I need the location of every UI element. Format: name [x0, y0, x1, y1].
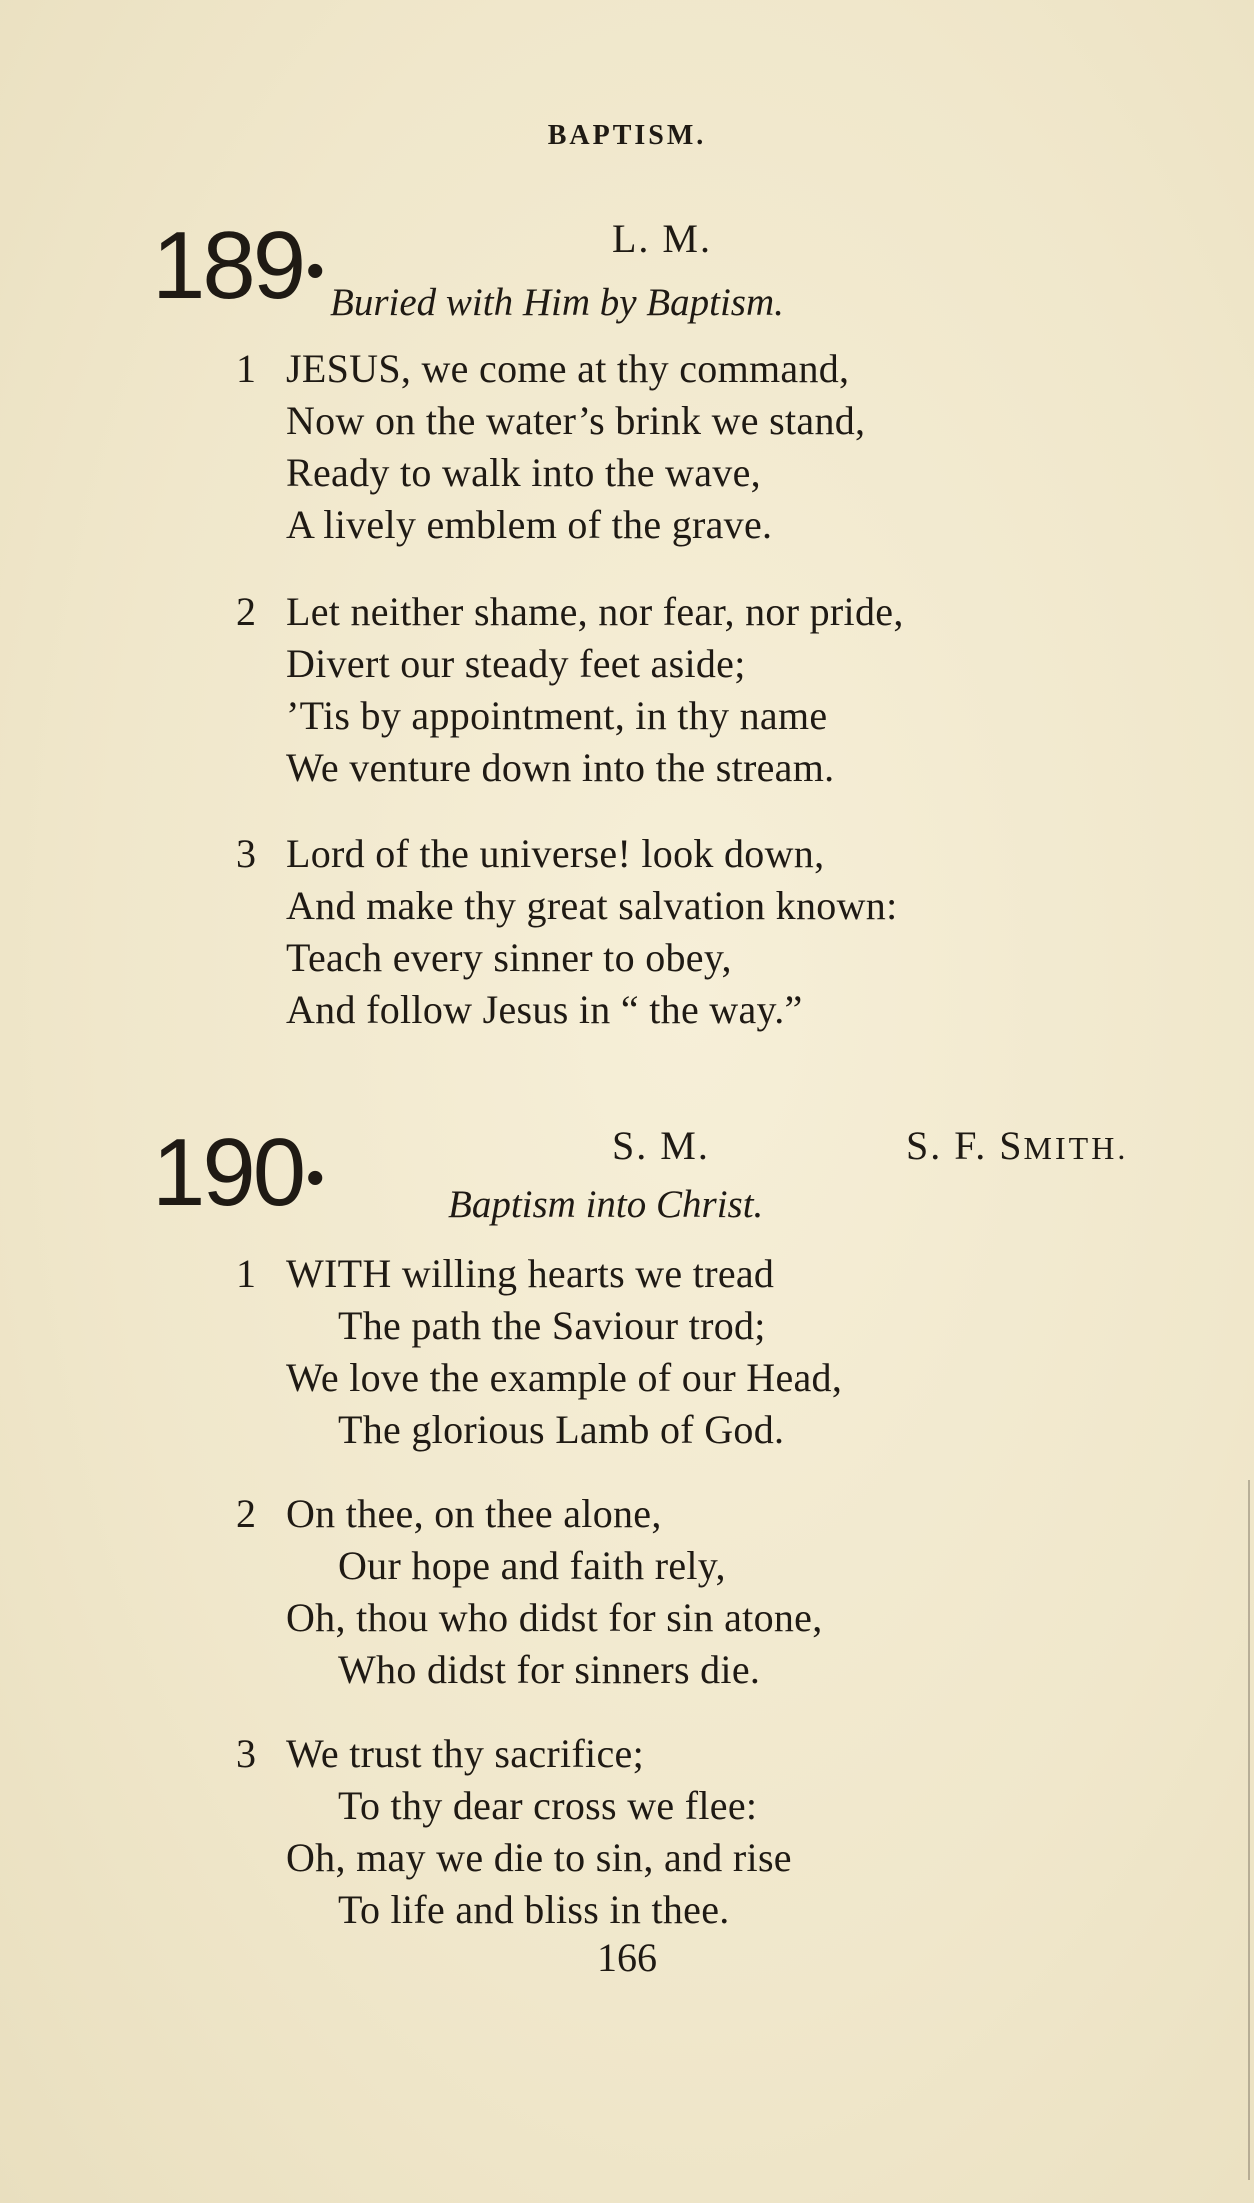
hymn-189-verse-1-line-3: Ready to walk into the wave, — [286, 450, 761, 495]
hymn-190-verse-2-line-2: Our hope and faith rely, — [338, 1543, 726, 1588]
hymn-number-dot: • — [306, 242, 322, 300]
hymn-189-verse-2-line-1: Let neither shame, nor fear, nor pride, — [286, 589, 904, 634]
hymn-190-verse-2-line-3: Oh, thou who didst for sin atone, — [286, 1595, 823, 1640]
author-initials: S. F. S — [906, 1123, 1024, 1168]
hymn-189-verse-3-line-3: Teach every sinner to obey, — [286, 935, 732, 980]
hymn-190-verse-2-number: 2 — [236, 1491, 256, 1536]
hymn-190-number — [152, 1119, 322, 1226]
hymn-190-verse-3-line-1: We trust thy sacrifice; — [286, 1731, 644, 1776]
hymn-190-verse-3-line-3: Oh, may we die to sin, and rise — [286, 1835, 792, 1880]
hymn-189-subtitle: Buried with Him by Baptism. — [330, 281, 784, 324]
hymn-190-verse-1-line-4: The glorious Lamb of God. — [338, 1407, 785, 1452]
hymn-190-meter: S. M. — [612, 1123, 710, 1168]
hymn-189-number — [152, 212, 322, 319]
hymn-190-author — [906, 1122, 1128, 1169]
hymn-189-verse-2-number: 2 — [236, 589, 256, 634]
hymn-189-verse-1-line-1: JESUS, we come at thy command, — [286, 346, 850, 391]
hymn-189-verse-1-line-4: A lively emblem of the grave. — [286, 502, 773, 547]
hymn-number-dot: • — [306, 1149, 322, 1207]
hymn-190-verse-1-line-1: WITH willing hearts we tread — [286, 1251, 775, 1296]
hymn-190-verse-3-line-4: To life and bliss in thee. — [338, 1887, 730, 1932]
hymn-190-verse-1-line-2: The path the Saviour trod; — [338, 1303, 766, 1348]
hymn-number-text: 190 — [152, 1119, 304, 1226]
hymn-190-verse-1-line-3: We love the example of our Head, — [286, 1355, 843, 1400]
hymn-189-verse-3-line-2: And make thy great salvation known: — [286, 883, 898, 928]
hymn-190-verse-3-number: 3 — [236, 1731, 256, 1776]
page-number: 166 — [597, 1935, 657, 1980]
author-surname-rest: MITH. — [1023, 1130, 1129, 1166]
hymn-189-verse-2-line-4: We venture down into the stream. — [286, 745, 835, 790]
hymn-189-verse-2-line-2: Divert our steady feet aside; — [286, 641, 746, 686]
hymn-189-verse-2-line-3: ’Tis by appointment, in thy name — [286, 693, 828, 738]
running-head: BAPTISM. — [547, 120, 707, 151]
hymn-190-verse-3-line-2: To thy dear cross we flee: — [338, 1783, 758, 1828]
hymn-189-verse-3-line-4: And follow Jesus in “ the way.” — [286, 987, 803, 1032]
hymn-189-verse-3-line-1: Lord of the universe! look down, — [286, 831, 825, 876]
hymn-189-verse-1-line-2: Now on the water’s brink we stand, — [286, 398, 866, 443]
hymn-190-verse-2-line-4: Who didst for sinners die. — [338, 1647, 761, 1692]
hymn-189-verse-1-number: 1 — [236, 346, 256, 391]
hymn-190-subtitle: Baptism into Christ. — [448, 1183, 764, 1226]
hymn-189-verse-3-number: 3 — [236, 831, 256, 876]
hymn-190-verse-2-line-1: On thee, on thee alone, — [286, 1491, 662, 1536]
hymn-189-meter: L. M. — [612, 216, 712, 261]
page-edge-shadow — [1248, 1480, 1250, 2180]
hymn-190-verse-1-number: 1 — [236, 1251, 256, 1296]
hymn-number-text: 189 — [152, 212, 304, 319]
